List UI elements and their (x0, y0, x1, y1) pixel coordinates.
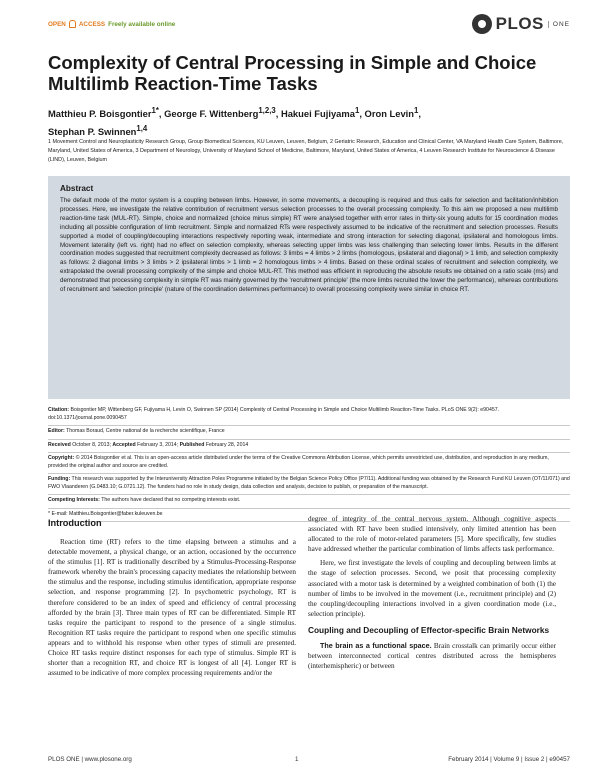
footer-journal-url[interactable]: PLOS ONE | www.plosone.org (48, 756, 132, 763)
plos-logo-icon (472, 14, 492, 34)
author-affiliation-mark: 1,2,3 (258, 106, 276, 115)
right-column (308, 514, 556, 675)
coupling-subheading: Coupling and Decoupling of Effector-specific Brain Networks (308, 624, 550, 635)
author-name[interactable]: Hakuei Fujiyama (280, 108, 355, 120)
one-wordmark: ONE (548, 21, 570, 28)
right-column-text-2 (308, 641, 556, 671)
access-label: ACCESS (78, 20, 106, 28)
author-affiliation-mark: 1 (414, 106, 419, 115)
intro-paragraph: Here, we first investigate the levels of coupling and decoupling between limbs at the stage of selection processes. Second, we posit that processing complexity associated with a motor task is determined by a weighted combination of both (1) the number of limbs to be involved in the movement (i.e., recruitment principle) and (2) the coupling/decoupling interactions involved in a given coordination mode (i.e., selection principle). (308, 559, 556, 618)
funding-row (48, 474, 570, 495)
editor-text: Thomas Boraud, Centre national de la recherche scientifique, France (66, 428, 225, 434)
citation-label: Citation: (48, 407, 70, 413)
left-column-text (48, 537, 296, 678)
right-column-text (308, 514, 556, 619)
freely-available-label: Freely available online (108, 20, 176, 28)
open-lock-icon (69, 20, 76, 28)
funding-label: Funding: (48, 476, 71, 482)
accepted-label: Accepted (112, 441, 136, 448)
editor-row (48, 426, 570, 440)
citation-row (48, 405, 570, 426)
page-header (48, 14, 570, 38)
article-metadata (48, 405, 570, 522)
competing-interests-text: The authors have declared that no competing interests exist. (101, 497, 241, 503)
author-name[interactable]: Oron Levin (364, 108, 415, 120)
affiliations: 1 Movement Control and Neuroplasticity Research Group, Group Biomedical Sciences, KU Leuven, Leuven, Belgium, 2 Geriatric Research, Education and Clinical Center, VA Maryland Health Care System, Baltimore, Maryland, United States of America, 3 Department of Neurology, University of Maryland School of Medicine, Baltimore, Maryland, United States of America, 4 Leuven Research Institute for Neuroscience & Disease (LIND), Leuven, Belgium (48, 139, 564, 163)
left-column (48, 514, 296, 682)
open-access-badge[interactable] (48, 20, 175, 28)
citation-text[interactable]: Boisgontier MP, Wittenberg GF, Fujiyama H, Levin O, Swinnen SP (2014) Complexity of Central Processing in Simple and Choice Multilimb Reaction-Time Tasks. PLoS ONE 9(2): e90457. doi:10.1371/journal.pone.0090457 (48, 407, 500, 421)
received-label: Received (48, 441, 71, 448)
author-affiliation-mark: 1 (354, 106, 360, 115)
author-affiliation-mark: 1,4 (136, 124, 148, 134)
editor-label: Editor: (48, 428, 65, 434)
journal-logo[interactable] (472, 14, 570, 34)
accepted-date: February 3, 2014; (137, 441, 179, 448)
corresponding-email[interactable]: * E-mail: Matthieu.Boisgontier@faber.kuleuven.be (48, 510, 163, 517)
author-name[interactable]: Matthieu P. Boisgontier (48, 108, 152, 120)
copyright-label: Copyright: (48, 455, 75, 461)
competing-interests-label: Competing Interests: (48, 497, 100, 503)
copyright-row (48, 453, 570, 474)
published-label: Published (179, 441, 205, 448)
intro-paragraph: degree of integrity of the central nervous system. Although cognitive aspects associated with RT have been studied intensively, only limited attention has been allocated to the role of motor-related parameters [5]. More specifically, few studies have addressed whether the particular combination of limbs affects task performance. (308, 515, 556, 554)
plos-wordmark: PLOS (495, 14, 544, 33)
abstract-box (48, 176, 570, 399)
intro-paragraph (308, 641, 556, 671)
author-affiliation-mark: 1* (151, 106, 159, 115)
copyright-text: © 2014 Boisgontier et al. This is an open-access article distributed under the terms of the Creative Commons Attribution License, which permits unrestricted use, distribution, and reproduction in any medium, provided the original author and source are credited. (48, 455, 549, 469)
funding-text: This research was supported by the Interuniversity Attraction Poles Programme initiated by the Belgian Science Policy Office (P7/11). Additional funding was obtained by the Research Fund KU Leuven (OT/11/071) and FWO Vlaanderen (G.0483.10; G.0721.12). The funders had no role in study design, data collection and analysis, decision to publish, or preparation of the manuscript. (48, 476, 570, 490)
runin-heading: The brain as a functional space. (320, 640, 432, 650)
author-name[interactable]: Stephan P. Swinnen (48, 126, 137, 138)
intro-paragraph: Reaction time (RT) refers to the time elapsing between a stimulus and a detectable movement, a physical change, or an action, occasioned by the occurrence of the stimulus [1]. RT is traditionally described by a Stimulus-Processing-Response framework whereby the brain's processing capacity mediates the relationship between the stimulus and the response, including stimulus identification, appropriate response selection, and response programming [2]. In psychometric psychology, RT is therefore considered to be an index of speed and efficiency of central processing afforded by the brain [3]. Three main types of RT can be differentiated. Simple RT tasks require the participant to respond to the presence of a single stimulus. Recognition RT tasks require the participant to respond when one specific stimulus appears and to withhold his response when other types of stimuli are presented. Choice RT tasks require distinct responses for each type of stimulus. Simple RT is shorter than a recognition RT, and choice RT is longest of all [4]. Longer RT is assumed to be indicative of more complex processing requirements and/or the (48, 538, 296, 678)
footer-issue-info: February 2014 | Volume 9 | Issue 2 | e90457 (448, 756, 570, 763)
author-name[interactable]: George F. Wittenberg (164, 108, 259, 120)
page-number: 1 (295, 756, 299, 763)
author-list: Matthieu P. Boisgontier$^{1*}$, George F. Wittenberg$^{1,2,3}$, Hakuei Fujiyama$^1$, Oron Levin$^1$, Stephan P. Swinnen$^{1,4}$ (48, 106, 421, 138)
dates-row (48, 440, 570, 454)
received-date: October 8, 2013; (72, 441, 111, 448)
open-label: OPEN (48, 20, 66, 28)
abstract-heading: Abstract (60, 184, 94, 193)
article-title: Complexity of Central Processing in Simple and Choice Multilimb Reaction-Time Tasks (48, 52, 537, 94)
abstract-text: The default mode of the motor system is a coupling between limbs. However, in some movements, a decoupling is required and thus calls for selection and facilitation/inhibition processes. Here, we investigate the relative contribution of recruitment versus selection processes to the overall processing complexity. To this aim we proposed a new multilimb reaction-time task (MUL-RT). Simple, choice and normalized (choice minus simple) RT were analysed together with error rates in thirty-six young adults for 15 coordination modes including all possible configuration of limb recruitment. Simple and normalized RTs were respectively assumed to be indicative of the recruitment and selection processes. Results supported a model of coupling/decoupling interactions respectively reporting weak, intermediate and strong interaction for selecting diagonal, ipsilateral and homologous limbs. Movement laterality (left vs. right) had no effect on selection complexity, whereas selecting upper limbs was less challenging than selecting lower limbs. Results in the different coordination modes suggested that recruitment complexity decreased as follows: 3 limbs = 4 limbs > 2 limbs (homologous, ipsilateral and diagonal) > 1 limb, and selection complexity as follows: 2 diagonal limbs > 3 limbs > 2 ipsilateral limbs > 1 limb = 2 homologous limbs > 4 limbs. Based on these ordinal scales of recruitment and selection complexity, we extrapolated the overall processing complexity of the simple and choice MUL-RT. This method was efficient in reproducing the absolute results we obtained on a ratio scale (ms) and demonstrated that processing complexity in simple RT was mainly governed by the 'recruitment principle' (the more limbs recruited the lower the performance), whereas contributions of recruitment and 'selection principle' (nature of the coordination determines performance) to overall processing complexity were similar in choice RT. (60, 197, 558, 294)
introduction-heading: Introduction (48, 518, 102, 528)
runin-text: Brain crosstalk can primarily occur either between interconnected cortical centres distributed across the hemispheres (interhemispheric) or between (308, 641, 557, 671)
competing-interests-row (48, 495, 570, 509)
published-date: February 28, 2014 (205, 441, 249, 448)
